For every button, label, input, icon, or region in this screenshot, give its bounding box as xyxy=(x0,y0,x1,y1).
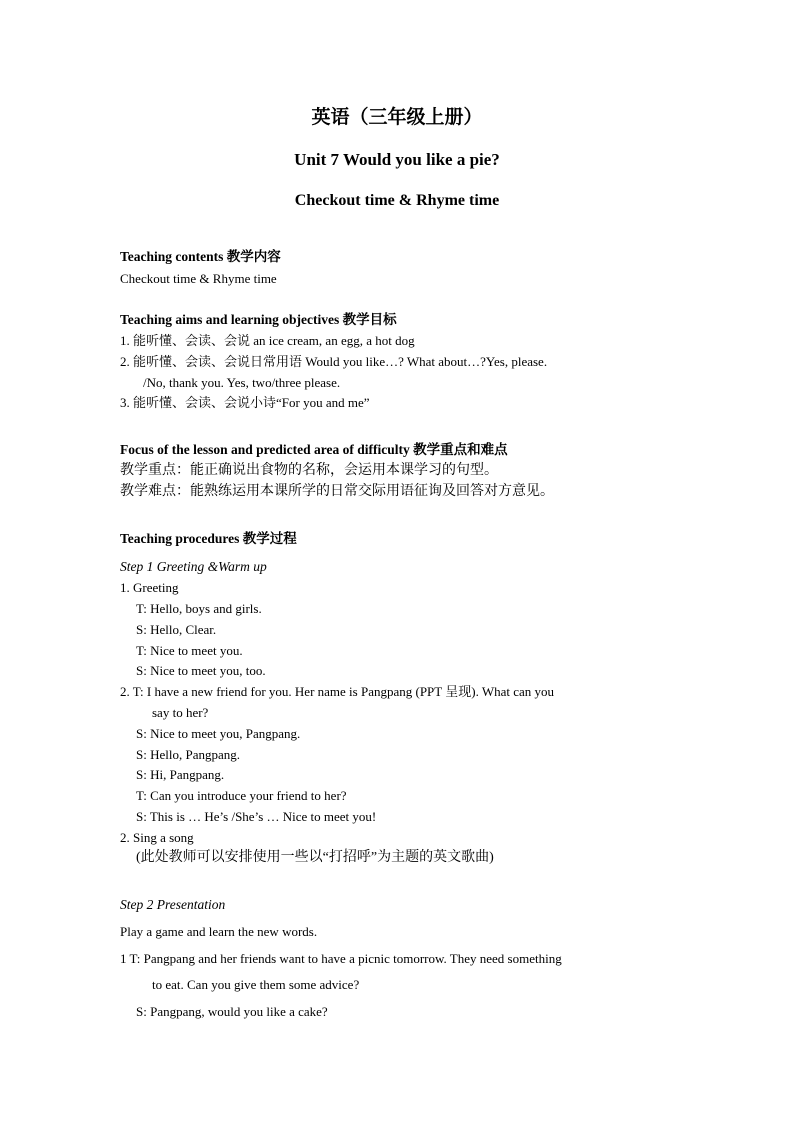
aims-item-2: 2. 能听懂、会读、会说日常用语 Would you like…? What about…?Yes, please. xyxy=(120,354,548,369)
unit-title: Unit 7 Would you like a pie? xyxy=(294,150,500,169)
step1-line: S: Hello, Pangpang. xyxy=(136,747,240,762)
step1-line: 1. Greeting xyxy=(120,580,179,595)
focus-key-points: 教学重点：能正确说出食物的名称，会运用本课学习的句型。 xyxy=(120,463,498,478)
focus-heading: Focus of the lesson and predicted area of difficulty 教学重点和难点 xyxy=(120,442,508,457)
step2-line: 1 T: Pangpang and her friends want to have a picnic tomorrow. They need something xyxy=(120,951,562,966)
step1-line: S: Nice to meet you, too. xyxy=(136,663,266,678)
step2-line: Play a game and learn the new words. xyxy=(120,924,318,939)
focus-difficulty: 教学难点：能熟练运用本课所学的日常交际用语征询及回答对方意见。 xyxy=(120,484,554,499)
step1-line: 2. Sing a song xyxy=(120,830,194,845)
lesson-subtitle: Checkout time & Rhyme time xyxy=(294,192,500,209)
step1-line: T: Can you introduce your friend to her? xyxy=(136,788,347,803)
step1-line: say to her? xyxy=(152,705,209,720)
contents-heading: Teaching contents 教学内容 xyxy=(120,249,281,264)
step2-line: S: Pangpang, would you like a cake? xyxy=(136,1004,328,1019)
step1-line: S: Hi, Pangpang. xyxy=(136,767,225,782)
aims-item-2-cont: /No, thank you. Yes, two/three please. xyxy=(143,375,341,390)
step1-line: T: Nice to meet you. xyxy=(136,643,243,658)
aims-item-1: 1. 能听懂、会读、会说 an ice cream, an egg, a hot dog xyxy=(120,333,415,348)
step1-line: S: Hello, Clear. xyxy=(136,622,217,637)
step1-line: S: This is … He’s /She’s … Nice to meet you! xyxy=(136,809,377,824)
step2-line: to eat. Can you give them some advice? xyxy=(152,977,360,992)
aims-item-3: 3. 能听懂、会读、会说小诗“For you and me” xyxy=(120,395,370,410)
step1-line: T: Hello, boys and girls. xyxy=(136,601,262,616)
step1-note: (此处教师可以安排使用一些以“打招呼”为主题的英文歌曲) xyxy=(136,850,494,865)
step1-title: Step 1 Greeting &Warm up xyxy=(120,559,267,574)
contents-text: Checkout time & Rhyme time xyxy=(120,271,277,286)
document-title: 英语（三年级上册） xyxy=(311,107,483,128)
aims-heading: Teaching aims and learning objectives 教学目标 xyxy=(120,312,397,327)
step1-line: 2. T: I have a new friend for you. Her name is Pangpang (PPT 呈现). What can you xyxy=(120,684,555,699)
step1-line: S: Nice to meet you, Pangpang. xyxy=(136,726,301,741)
procedures-heading: Teaching procedures 教学过程 xyxy=(120,531,297,546)
step2-title: Step 2 Presentation xyxy=(120,897,226,912)
